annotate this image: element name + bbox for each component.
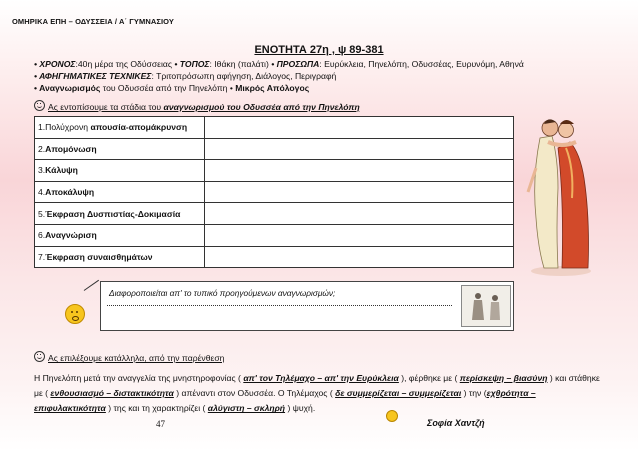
info-line-3 [34, 83, 309, 93]
smiley-icon [386, 410, 398, 422]
stage-cell: 1.Πολύχρονη απουσία-απομάκρυνση [35, 117, 205, 139]
task-1 [34, 100, 360, 112]
choice-3[interactable]: ενθουσιασμό – διστακτικότητα [50, 388, 174, 399]
table-row [35, 203, 514, 225]
answer-cell[interactable] [205, 160, 514, 182]
unit-title: ΕΝΟΤΗΤΑ 27η , ψ 89-381 [254, 44, 384, 56]
smiley-icon [34, 100, 45, 111]
smiley-icon [34, 351, 45, 362]
answer-cell[interactable] [205, 224, 514, 246]
recognition-label: • Αναγνωρισμός [34, 83, 101, 93]
techniques-label: • ΑΦΗΓΗΜΑΤΙΚΕΣ ΤΕΧΝΙΚΕΣ [34, 71, 152, 81]
time-value: :40η μέρα της Οδύσσειας [75, 59, 172, 69]
choice-5[interactable]: εχθρότητα – επιφυλακτικότητα [34, 388, 536, 414]
table-row [35, 160, 514, 182]
thinking-face-icon [65, 304, 85, 324]
table-row [35, 117, 514, 139]
persons-value: : Ευρύκλεια, Πηνελόπη, Οδυσσέας, Ευρυνόμη, Αθηνά [319, 59, 524, 69]
recognition-stages-table [34, 116, 514, 268]
task-1-prefix: Ας εντοπίσουμε τα στάδια του [48, 102, 164, 112]
vase-painting-thumbnail [461, 285, 511, 327]
info-line-2 [34, 71, 336, 81]
answer-dotted-line[interactable] [107, 305, 452, 306]
stage-cell: 3.Κάλυψη [35, 160, 205, 182]
answer-cell[interactable] [205, 181, 514, 203]
answer-cell[interactable] [205, 203, 514, 225]
answer-cell[interactable] [205, 138, 514, 160]
task-1-highlight: αναγνωρισμού του Οδυσσέα από την Πηνελόπη [163, 102, 360, 112]
apologue-label: Μικρός Απόλογος [232, 83, 310, 93]
fill-in-paragraph: Η Πηνελόπη μετά την αναγγελία της μνηστηροφονίας ( απ' τον Τηλέμαχο – απ' την Ευρύκλεια ), φέρθηκε με ( περίσκεψη – βιασύνη ) και στάθηκε με ( ενθουσιασμό – διστακτικότητα ) απέναντι στον Οδυσσέα. Ο Τηλέμαχος ( δε συμμερίζεται – συμμερίζεται ) την (εχθρότητα – επιφυλακτικότητα ) της και τη χαρακτηρίζει ( αλύγιστη – σκληρή ) ψυχή. [34, 373, 600, 414]
table-row [35, 181, 514, 203]
choice-4[interactable]: δε συμμερίζεται – συμμερίζεται [335, 388, 462, 399]
table-row [35, 246, 514, 268]
note-question: Διαφοροποιείται απ' το τυπικό προηγούμενων αναγνωρισμών; [109, 288, 336, 298]
series-header: ΟΜΗΡΙΚΑ ΕΠΗ – ΟΔΥΣΣΕΙΑ / Α΄ ΓΥΜΝΑΣΙΟΥ [12, 17, 174, 26]
stage-cell: 2.Απομόνωση [35, 138, 205, 160]
stage-cell: 7.Έκφραση συναισθημάτων [35, 246, 205, 268]
techniques-value: : Τριτοπρόσωπη αφήγηση, Διάλογος, Περιγραφή [151, 71, 337, 81]
time-label: • ΧΡΟΝΟΣ [34, 59, 76, 69]
place-label: • ΤΟΠΟΣ [174, 59, 210, 69]
odysseus-penelope-illustration [518, 108, 604, 278]
speech-pointer [84, 280, 99, 291]
note-box [100, 281, 514, 331]
place-value: : Ιθάκη (παλάτι) [209, 59, 269, 69]
stage-cell: 5.Έκφραση Δυσπιστίας-Δοκιμασία [35, 203, 205, 225]
answer-cell[interactable] [205, 117, 514, 139]
table-row [35, 224, 514, 246]
table-row [35, 138, 514, 160]
recognition-value: του Οδυσσέα από την Πηνελόπη [100, 83, 228, 93]
task-2 [34, 351, 224, 363]
answer-cell[interactable] [205, 246, 514, 268]
bullet-separator: • [227, 83, 233, 93]
choice-6[interactable]: αλύγιστη – σκληρή [207, 403, 286, 414]
task-2-label: Ας επιλέξουμε κατάλληλα, από την παρένθεση [48, 353, 225, 363]
choice-1[interactable]: απ' τον Τηλέμαχο – απ' την Ευρύκλεια [243, 373, 399, 383]
info-line-1 [34, 59, 524, 69]
choice-2[interactable]: περίσκεψη – βιασύνη [459, 373, 548, 383]
stage-cell: 6.Αναγνώριση [35, 224, 205, 246]
persons-label: • ΠΡΟΣΩΠΑ [271, 59, 320, 69]
stage-cell: 4.Αποκάλυψη [35, 181, 205, 203]
author-name: Σοφία Χαντζή [427, 418, 485, 428]
page-number: 47 [156, 419, 165, 429]
